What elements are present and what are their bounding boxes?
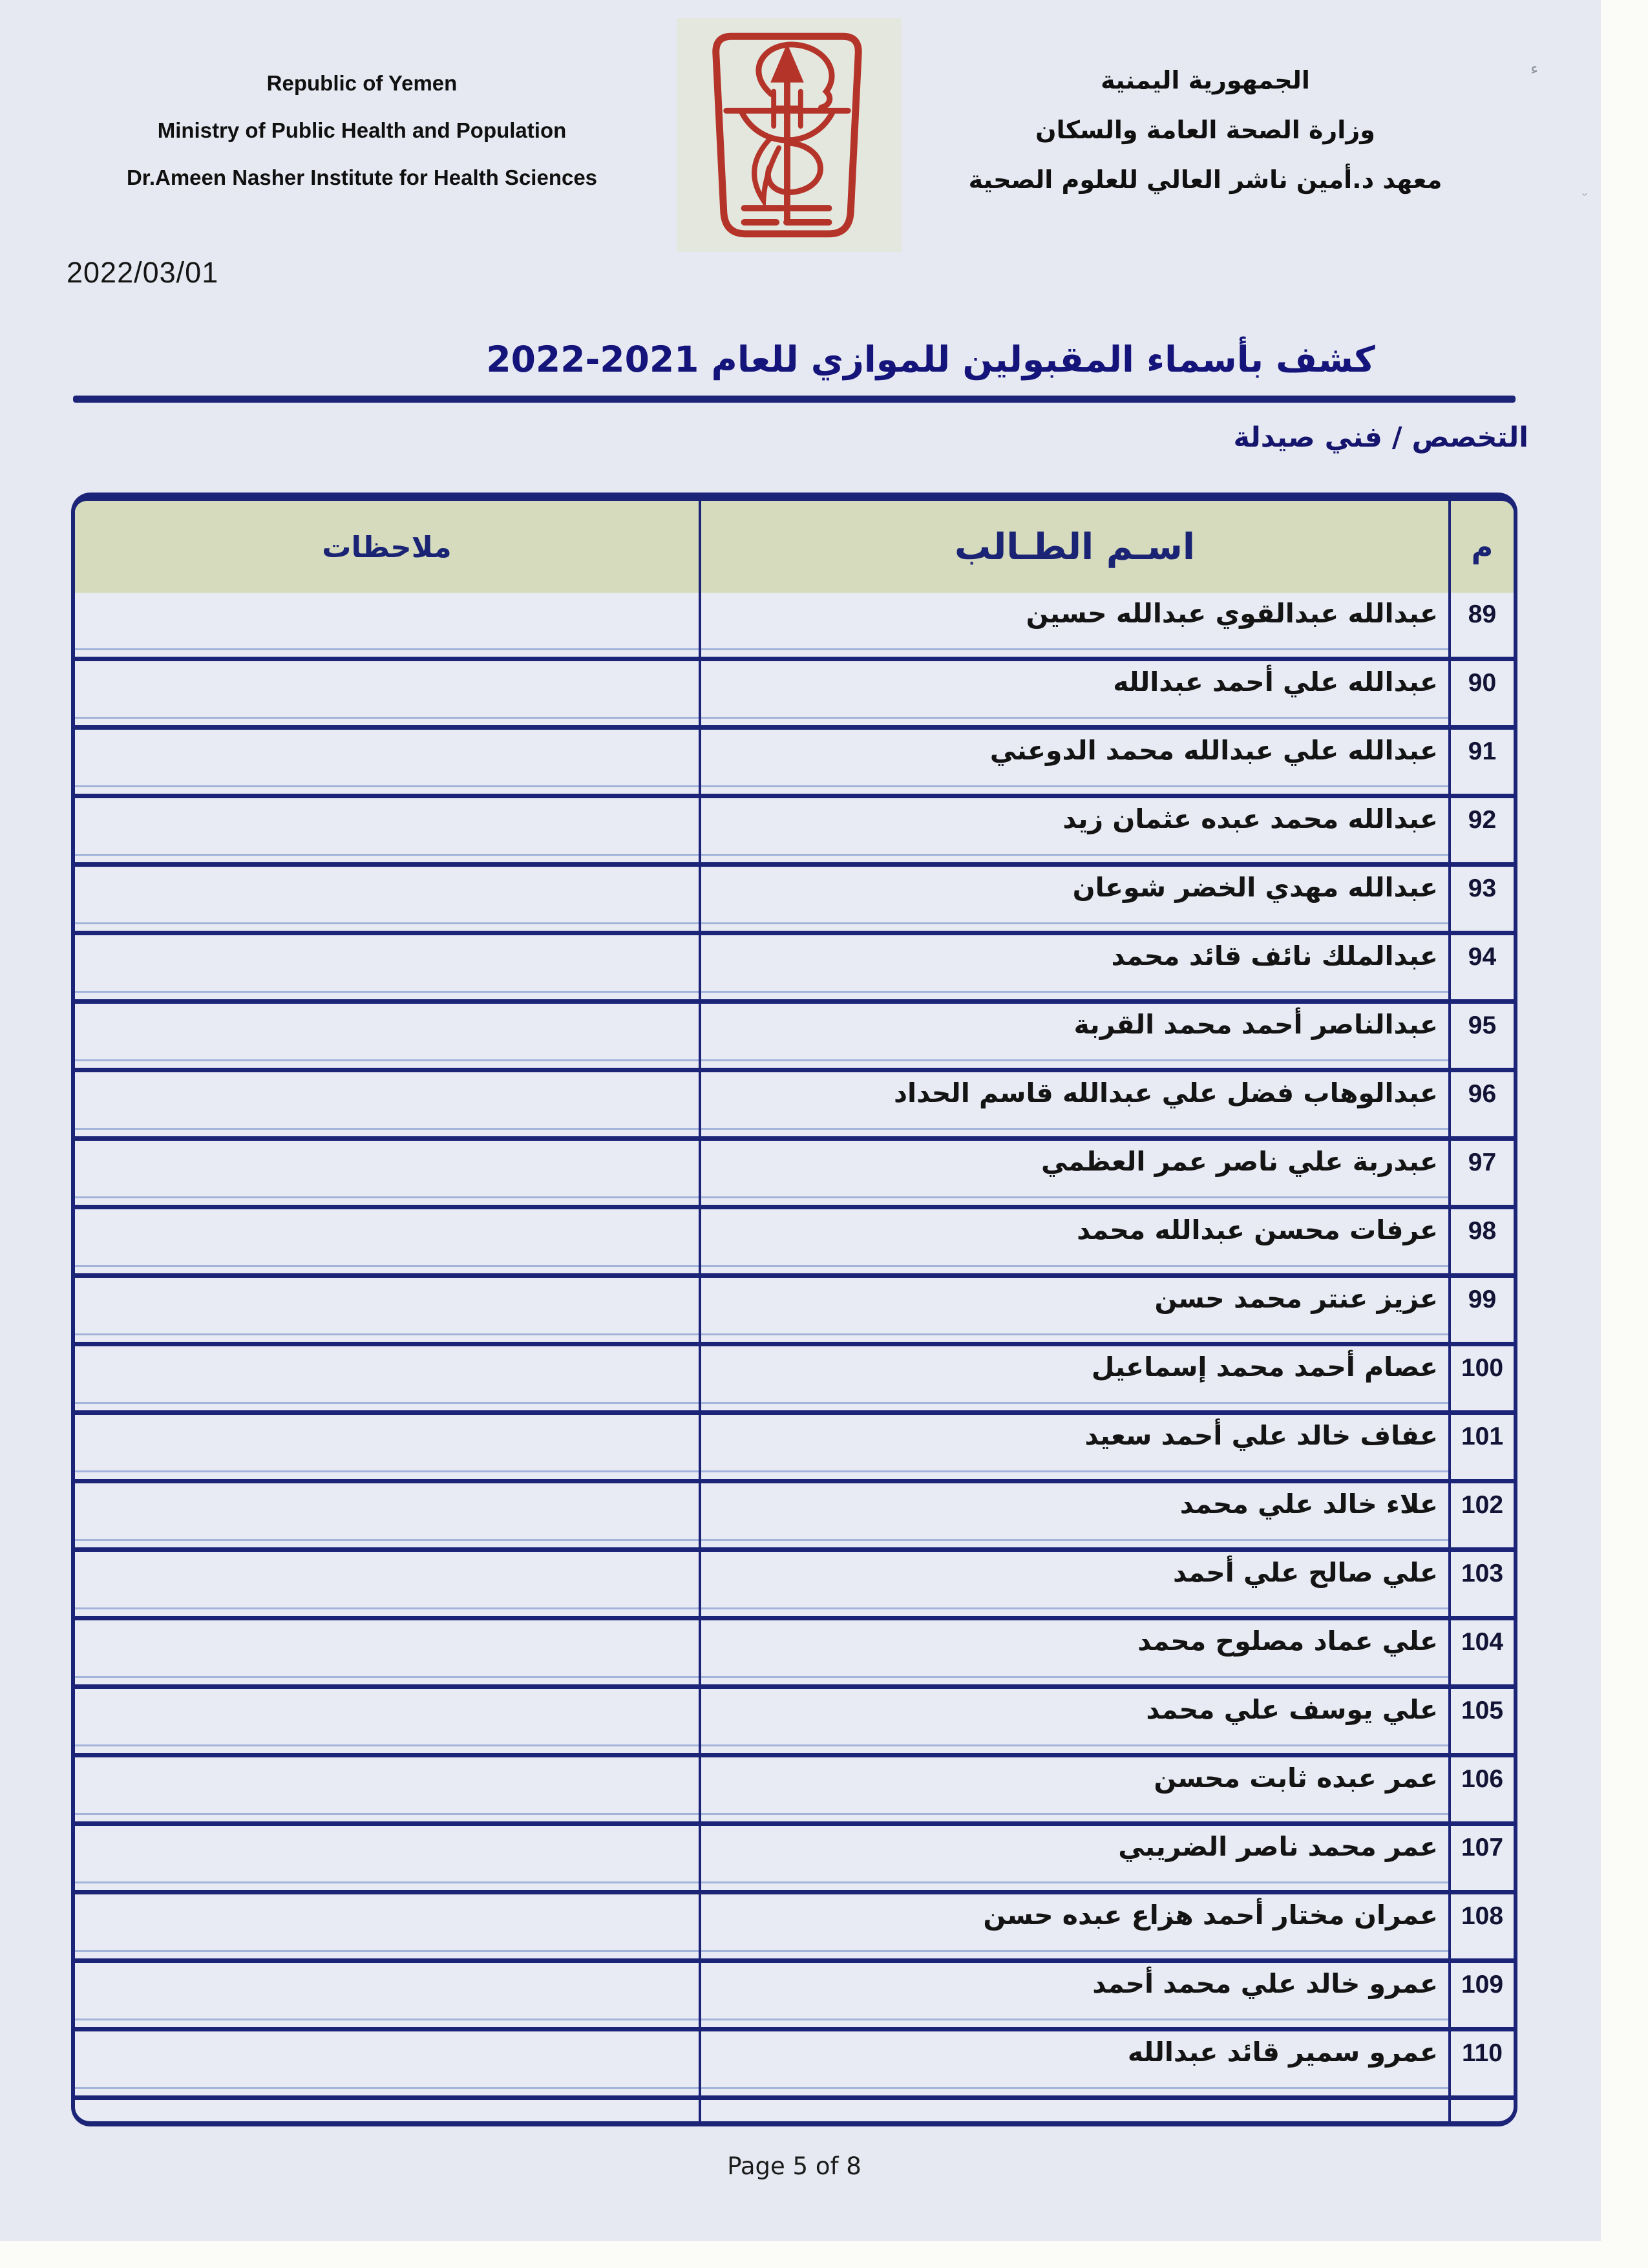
student-name: علي صالح علي أحمد — [1173, 1557, 1438, 1588]
row-number: 100 — [1461, 1354, 1504, 1382]
letterhead-arabic-line: معهد د.أمين ناشر العالي للعلوم الصحية — [968, 165, 1442, 194]
table-row — [75, 1689, 1514, 1757]
notes-cell — [75, 935, 699, 999]
letterhead-arabic-line: الجمهورية اليمنية — [1101, 66, 1310, 94]
column-divider-notes-name — [699, 501, 701, 2121]
notes-cell — [75, 1689, 699, 1753]
row-number: 91 — [1468, 737, 1497, 765]
row-number: 107 — [1461, 1834, 1504, 1861]
row-number: 104 — [1461, 1628, 1504, 1656]
student-name: عبدالله مهدي الخضر شوعان — [1072, 872, 1438, 903]
student-name: عمران مختار أحمد هزاع عبده حسن — [983, 1900, 1438, 1931]
notes-cell — [75, 1004, 699, 1068]
table-row — [75, 1072, 1514, 1141]
row-number: 92 — [1468, 806, 1497, 834]
scan-artifact-speck: ᵕ — [1582, 187, 1588, 203]
pharmacy-emblem-logo-icon — [707, 28, 867, 243]
specialization-line: التخصص / فني صيدلة — [1233, 421, 1528, 454]
student-name: علي يوسف علي محمد — [1146, 1694, 1438, 1725]
student-name: عبدربة علي ناصر عمر العظمي — [1041, 1146, 1438, 1177]
student-name: عرفات محسن عبدالله محمد — [1077, 1214, 1438, 1245]
table-row — [75, 935, 1514, 1004]
student-name: عمرو سمير قائد عبدالله — [1127, 2037, 1438, 2068]
table-row — [75, 1757, 1514, 1826]
row-number: 97 — [1468, 1149, 1497, 1176]
table-row — [75, 1826, 1514, 1894]
letterhead-arabic — [931, 56, 1480, 205]
student-name: عمر محمد ناصر الضريبي — [1118, 1831, 1438, 1862]
student-name: عبدالملك نائف قائد محمد — [1111, 940, 1438, 971]
table-row — [75, 1346, 1514, 1415]
row-number: 102 — [1461, 1491, 1504, 1519]
notes-cell — [75, 1757, 699, 1821]
notes-cell — [75, 661, 699, 725]
notes-cell — [75, 1346, 699, 1410]
row-number: 90 — [1468, 669, 1497, 697]
student-name: علي عماد مصلوح محمد — [1137, 1626, 1438, 1657]
table-row — [75, 1209, 1514, 1278]
row-number: 108 — [1461, 1902, 1504, 1930]
student-name: عبدالله علي عبدالله محمد الدوعني — [989, 735, 1438, 766]
notes-cell — [75, 1141, 699, 1205]
column-header-notes: ملاحظات — [322, 529, 452, 564]
row-number: 105 — [1461, 1697, 1504, 1724]
row-number: 109 — [1461, 1971, 1504, 1998]
title-text: كشف بأسماء المقبولين للموازي للعام — [711, 339, 1375, 380]
letterhead-english-line: Dr.Ameen Nasher Institute for Health Sciences — [126, 165, 598, 189]
table-rows — [75, 501, 1514, 2121]
row-number: 101 — [1461, 1423, 1504, 1450]
row-number: 96 — [1468, 1080, 1497, 1108]
table-row — [75, 2031, 1514, 2100]
row-number: 99 — [1468, 1286, 1497, 1313]
row-number: 95 — [1468, 1012, 1497, 1039]
student-name: عبدالله عبدالقوي عبدالله حسين — [1026, 598, 1438, 629]
letterhead-arabic-line: وزارة الصحة العامة والسكان — [1035, 116, 1375, 144]
notes-cell — [75, 798, 699, 862]
document-title — [259, 339, 1603, 380]
page-number-footer: Page 5 of 8 — [727, 2152, 861, 2180]
student-name: عزيز عنتر محمد حسن — [1154, 1283, 1438, 1314]
row-number: 103 — [1461, 1560, 1504, 1587]
notes-cell — [75, 1483, 699, 1547]
letterhead-english-line: Ministry of Public Health and Population — [157, 118, 567, 142]
notes-cell — [75, 1620, 699, 1684]
student-name: علاء خالد علي محمد — [1179, 1489, 1438, 1520]
table-row — [75, 1894, 1514, 1963]
row-number: 94 — [1468, 943, 1497, 971]
title-underline — [73, 396, 1516, 403]
column-divider-name-number — [1448, 501, 1451, 2121]
student-name: عبدالوهاب فضل علي عبدالله قاسم الحداد — [893, 1077, 1438, 1108]
table-row — [75, 661, 1514, 730]
column-header-number: م — [1471, 529, 1494, 564]
table-row — [75, 1141, 1514, 1209]
row-number: 106 — [1461, 1765, 1504, 1793]
students-table — [71, 493, 1517, 2126]
notes-cell — [75, 1415, 699, 1479]
notes-cell — [75, 1072, 699, 1136]
table-row — [75, 730, 1514, 798]
student-name: عفاف خالد علي أحمد سعيد — [1084, 1420, 1438, 1451]
student-name: عصام أحمد محمد إسماعيل — [1091, 1351, 1438, 1383]
notes-cell — [75, 1894, 699, 1958]
table-row — [75, 1415, 1514, 1483]
row-number: 98 — [1468, 1217, 1497, 1245]
row-number: 93 — [1468, 874, 1497, 902]
student-name: عمر عبده ثابت محسن — [1154, 1763, 1438, 1794]
table-row — [75, 1552, 1514, 1620]
notes-cell — [75, 867, 699, 931]
letterhead-english — [90, 59, 633, 201]
table-row — [75, 1963, 1514, 2031]
notes-cell — [75, 1826, 699, 1890]
row-number: 110 — [1462, 2039, 1503, 2067]
notes-cell — [75, 1209, 699, 1273]
table-row — [75, 798, 1514, 867]
notes-cell — [75, 1278, 699, 1342]
table-row — [75, 1004, 1514, 1072]
table-row — [75, 1620, 1514, 1689]
table-row — [75, 593, 1514, 661]
column-header-student-name: اسـم الطـالب — [954, 525, 1196, 568]
row-number: 89 — [1468, 600, 1497, 628]
student-name: عبدالله علي أحمد عبدالله — [1113, 666, 1438, 697]
notes-cell — [75, 2031, 699, 2095]
notes-cell — [75, 1963, 699, 2027]
student-name: عمرو خالد علي محمد أحمد — [1092, 1968, 1438, 1999]
notes-cell — [75, 1552, 699, 1616]
student-name: عبدالناصر أحمد محمد القربة — [1073, 1009, 1438, 1040]
student-name: عبدالله محمد عبده عثمان زيد — [1062, 803, 1438, 834]
letterhead-english-line: Republic of Yemen — [266, 71, 458, 95]
table-row — [75, 1483, 1514, 1552]
document-date: 2022/03/01 — [67, 256, 219, 289]
title-years: 2022-2021 — [486, 339, 699, 380]
table-row — [75, 1278, 1514, 1346]
scan-artifact-speck: ء — [1530, 59, 1539, 79]
notes-cell — [75, 593, 699, 657]
table-row — [75, 867, 1514, 935]
notes-cell — [75, 730, 699, 794]
